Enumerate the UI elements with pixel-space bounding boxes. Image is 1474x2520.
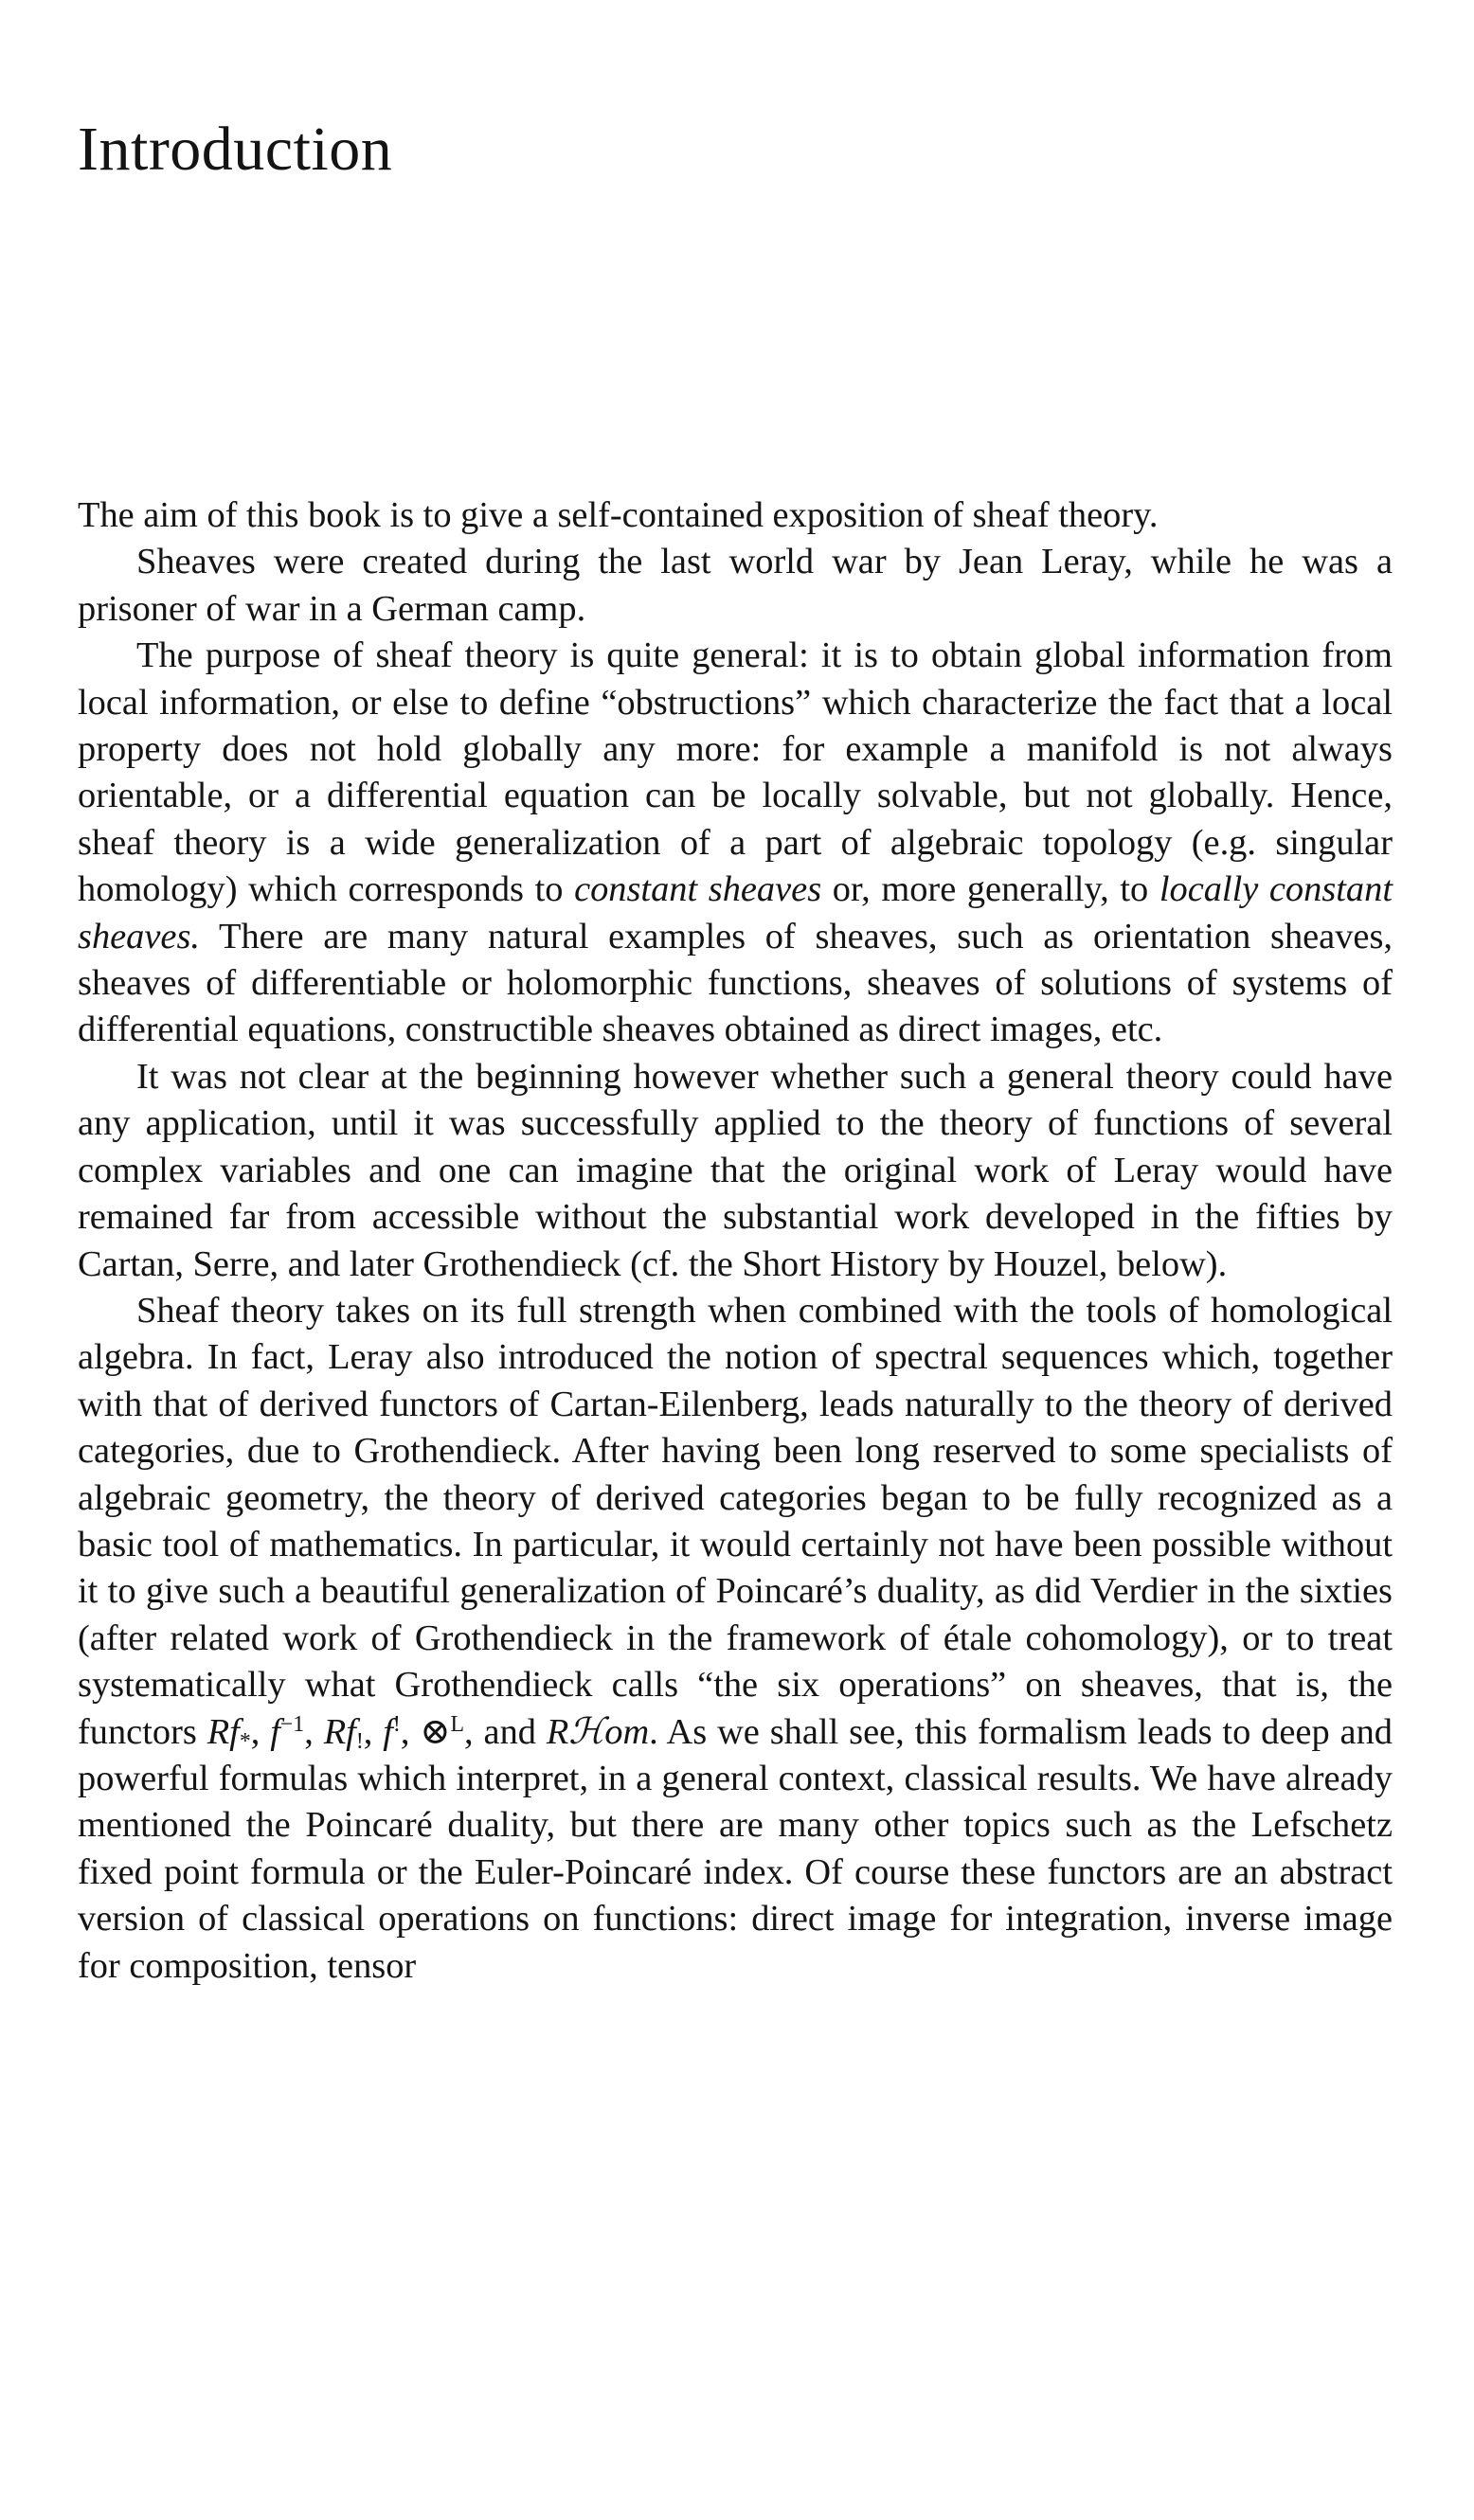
math-extraordinary-inverse-image: f! xyxy=(383,1711,401,1752)
paragraph-4: It was not clear at the beginning however whether such a general theory could have any application, until it was successfully applied to the theory of functions of several complex variables and one can imagine that the original work of Leray would have remained far from accessible without the substantial work developed in the fifties by Cartan, Serre, and later Grothendieck (cf. the Short History by Houzel, below). xyxy=(78,1056,1393,1284)
paragraph-1: The aim of this book is to give a self-contained exposition of sheaf theory. xyxy=(78,495,1159,535)
math-derived-hom: Rℋom xyxy=(546,1711,650,1752)
math-direct-image: $Rf_*$ xyxy=(207,1711,251,1754)
emphasis-constant-sheaves: constant sheaves xyxy=(574,869,822,910)
paragraph-5: Sheaf theory takes on its full strength when combined with the tools of homological algebra. In fact, Leray also introduced the notion of spectral sequences which, together with that of derived functors of Cartan-Eilenberg, leads naturally to the theory of derived categories, due to Grothendieck. After having been long reserved to some specialists of algebraic geometry, the theory of derived categories began to be fully recognized as a basic tool of mathematics. In particular, it would certainly not have been possible without it to give such a beautiful generalization of Poincaré’s duality, as did Verdier in the sixties (after related work of Grothendieck in the framework of étale cohomology), or to treat systematically what Grothendieck calls “the six operations” on sheaves, that is, the functors $Rf_*$, $f^{-1}$, $Rf_!$, f!, ⊗$^L$, and Rℋom. As we shall see, this formalism leads to deep and powerful formulas which interpret, in a general context, classical results. We have already mentioned the Poincaré duality, but there are many other topics such as the Lefschetz fixed point formula or the Euler-Poincaré index. Of course these functors are an abstract version of classical operations on functions: direct image for integration, inverse image for composition, tensor xyxy=(78,1290,1393,1986)
paragraph-3 xyxy=(78,633,1393,1054)
chapter-title: Introduction xyxy=(78,115,393,184)
math-proper-direct-image: $Rf_!$ xyxy=(323,1711,364,1754)
paragraph-5-text-a: Sheaf theory takes on its full strength when combined with the tools of homological algebra. In fact, Leray also introduced the notion of spectral sequences which, together with that of derived functors of Cartan-Eilenberg, leads naturally to the theory of derived categories, due to Grothendieck. After having been long reserved to some specialists of algebraic geometry, the theory of derived categories began to be fully recognized as a basic tool of mathematics. In particular, it would certainly not have been possible without it to give such a beautiful generalization of Poincaré’s duality, as did Verdier in the sixties (after related work of Grothendieck in the framework of étale cohomology), or to treat systematically what Grothendieck calls “the six operations” on sheaves, that is, the functors xyxy=(78,1290,1393,1752)
emphasis-locally-constant-sheaves: locally constant sheaves. xyxy=(78,869,1393,956)
paragraph-2: Sheaves were created during the last world war by Jean Leray, while he was a prisoner of war in a German camp. xyxy=(78,542,1393,629)
introduction-body xyxy=(78,492,1393,1990)
paragraph-3-text-b: or, more generally, to xyxy=(821,869,1159,910)
paragraph-3-text-c: There are many natural examples of sheaves, such as orientation sheaves, sheaves of differentiable or holomorphic functions, sheaves of solutions of systems of differential equations, constructible sheaves obtained as direct images, etc. xyxy=(78,916,1393,1050)
paragraph-5-text-b: , and xyxy=(464,1711,547,1752)
paragraph-3-text-a: The purpose of sheaf theory is quite general: it is to obtain global information from local information, or else to define “obstructions” which characterize the fact that a local property does not hold globally any more: for example a manifold is not always orientable, or a differential equation can be locally solvable, but not globally. Hence, sheaf theory is a wide generalization of a part of algebraic topology (e.g. singular homology) which corresponds to xyxy=(78,635,1393,910)
math-inverse-image: $f^{-1}$ xyxy=(270,1711,305,1752)
paragraph-5-text-c: . As we shall see, this formalism leads to deep and powerful formulas which interpret, in a general context, classical results. We have already mentioned the Poincaré duality, but there are many other topics such as the Lefschetz fixed point formula or the Euler-Poincaré index. Of course these functors are an abstract version of classical operations on functions: direct image for integration, inverse image for composition, tensor xyxy=(78,1711,1393,1986)
math-derived-tensor: ⊗$^L$ xyxy=(420,1711,465,1752)
